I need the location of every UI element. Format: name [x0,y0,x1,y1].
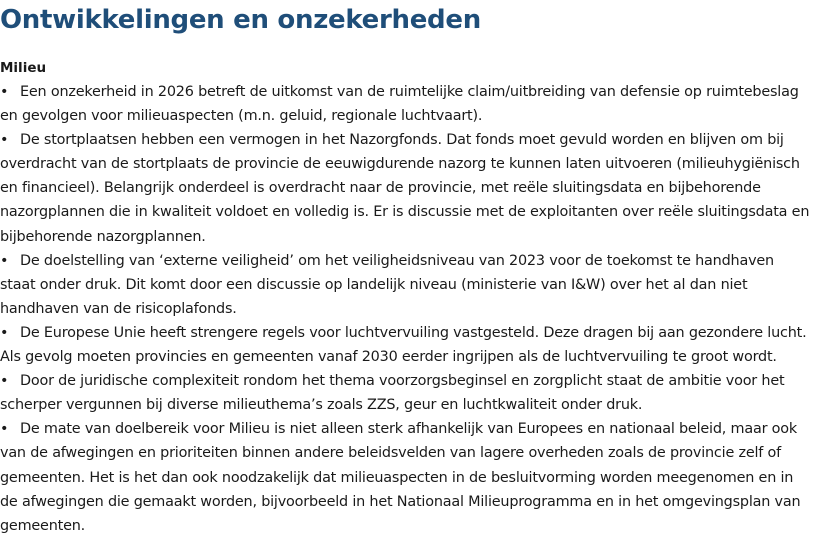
list-item [0,128,813,248]
list-item-text: De mate van doelbereik voor Milieu is niet alleen sterk afhankelijk van Europees en nationaal beleid, maar ook van de afwegingen en prioriteiten binnen andere beleidsvelden van lagere overheden zoals de provincie zelf of gemeenten. Het is het dan ook noodzakelijk dat milieuaspecten in de besluitvorming worden meegenomen en in de afwegingen die gemaakt worden, bijvoorbeeld in het Nationaal Milieuprogramma en in het omgevingsplan van gemeenten. [0,421,801,534]
list-item [0,369,813,417]
list-item [0,80,813,128]
bullet-icon: • [0,252,9,269]
list-item-text: Door de juridische complexiteit rondom het thema voorzorgsbeginsel en zorgplicht staat de ambitie voor het scherper vergunnen bij diverse milieuthema’s zoals ZZS, geur en luchtkwaliteit onder druk. [0,373,785,414]
list-item-text: Een onzekerheid in 2026 betreft de uitkomst van de ruimtelijke claim/uitbreiding van defensie op ruimtebeslag en gevolgen voor milieuaspecten (m.n. geluid, regionale luchtvaart). [0,84,799,125]
list-item-text: De doelstelling van ‘externe veiligheid’ om het veiligheidsniveau van 2023 voor de toekomst te handhaven staat onder druk. Dit komt door een discussie op landelijk niveau (ministerie van I&W) over het al dan niet handhaven van de risicoplafonds. [0,252,774,317]
page-title: Ontwikkelingen en onzekerheden [0,5,481,35]
bullet-icon: • [0,132,9,149]
list-item-text: De stortplaatsen hebben een vermogen in het Nazorgfonds. Dat fonds moet gevuld worden en blijven om bij overdracht van de stortplaats de provincie de eeuwigdurende nazorg te kunnen laten uitvoeren (milieuhygiënisch en financieel). Belangrijk onderdeel is overdracht naar de provincie, met reële sluitingsdata en bijbehorende nazorgplannen die in kwaliteit voldoet en volledig is. Er is discussie met de exploitanten over reële sluitingsdata en bijbehorende nazorgplannen. [0,132,810,245]
list-item [0,249,813,321]
bullet-icon: • [0,324,9,341]
bullet-icon: • [0,421,9,438]
section-milieu [0,56,813,538]
bullet-icon: • [0,373,9,390]
list-item [0,417,813,537]
bullet-icon: • [0,84,9,100]
list-item [0,321,813,369]
list-item-text: De Europese Unie heeft strengere regels voor luchtvervuiling vastgesteld. Deze dragen bij aan gezondere lucht. Als gevolg moeten provincies en gemeenten vanaf 2030 eerder ingrijpen als de luchtvervuiling te groot wordt. [0,324,807,366]
section-label: Milieu [0,60,47,76]
bullet-list [0,80,813,538]
